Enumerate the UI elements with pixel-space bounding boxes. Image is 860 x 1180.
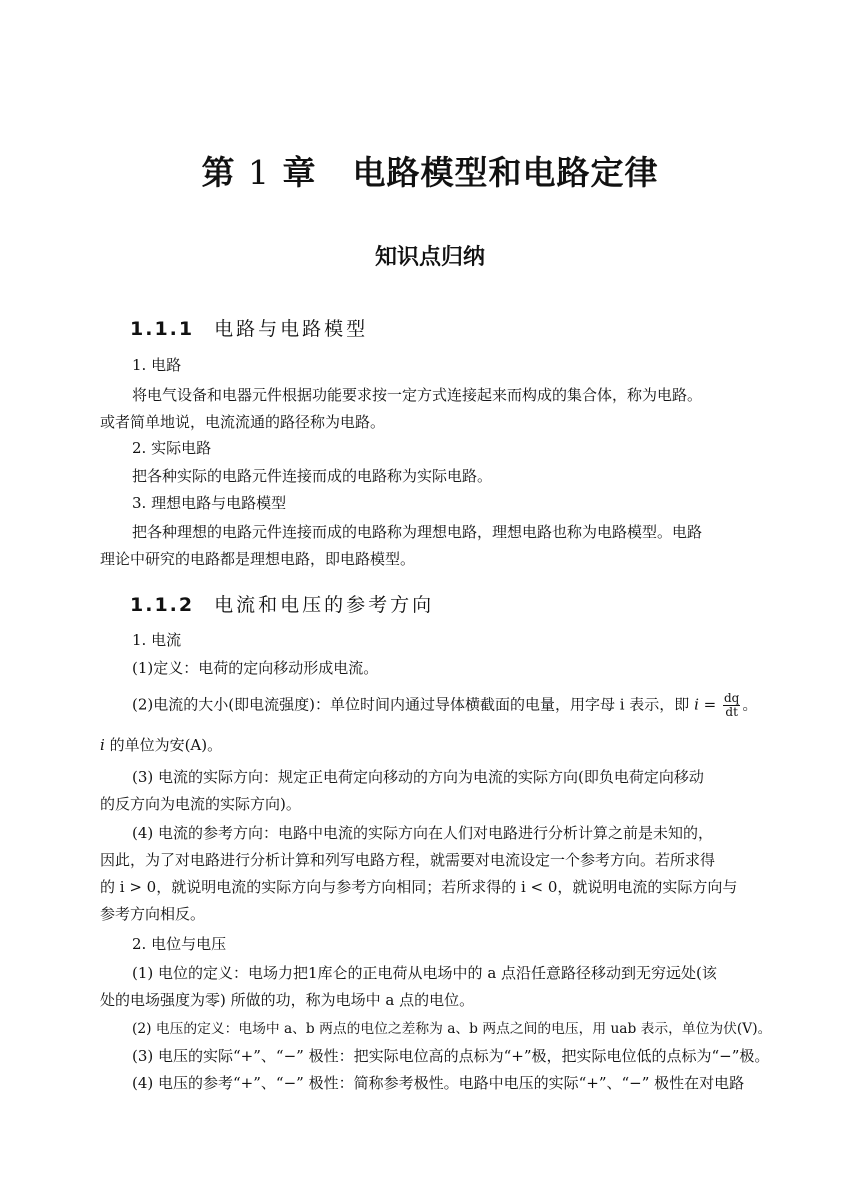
chapter-suffix: 章 [282,153,317,192]
paragraph-line: 把各种实际的电路元件连接而成的电路称为实际电路。 [132,467,493,485]
paragraph-line: 因此，为了对电路进行分析计算和列写电路方程，就需要对电流设定一个参考方向。若所求得 [100,851,716,869]
paragraph-line: 将电气设备和电器元件根据功能要求按一定方式连接起来而构成的集合体，称为电路。 [132,386,703,404]
paragraph-line: 的 i > 0，就说明电流的实际方向与参考方向相同；若所求得的 i < 0，就说明电流的实际方向与 [100,878,738,896]
subsection-title: 电流和电压的参考方向 [214,594,435,616]
paragraph-line: 理论中研究的电路都是理想电路，即电路模型。 [100,550,416,568]
subsection-number: 1.1.2 [130,594,195,616]
fraction-numerator: dq [724,691,740,705]
paragraph-line [100,735,780,755]
formula-variable: i [694,695,699,714]
paragraph-line: (4) 电流的参考方向：电路中电流的实际方向在人们对电路进行分析计算之前是未知的， [132,824,714,842]
paragraph-line: (2) 电压的定义：电场中 a、b 两点的电位之差称为 a、b 两点之间的电压，用 uab 表示，单位为伏(V)。 [132,1021,772,1037]
chapter-name: 电路模型和电路定律 [352,153,659,192]
section-title: 知识点归纳 [374,245,485,270]
fraction [723,692,740,719]
chapter-prefix: 第 [201,153,236,192]
heading-circuit: 1. 电路 [132,356,182,374]
paragraph-line: (3) 电流的实际方向：规定正电荷定向移动的方向为电流的实际方向(即负电荷定向移动 [132,768,704,786]
subsection-1-1-2 [130,590,434,617]
heading-potential-voltage: 2. 电位与电压 [132,935,227,953]
chapter-title [0,147,860,194]
paragraph-line: 参考方向相反。 [100,905,206,923]
heading-current: 1. 电流 [132,631,182,649]
subsection-1-1-1 [130,314,368,341]
paragraph-line: (3) 电压的实际“+”、“−” 极性：把实际电位高的点标为“+”极，把实际电位低的点标为“−”极。 [132,1047,770,1065]
subsection-number: 1.1.1 [130,318,195,340]
current-variable: i [100,736,105,754]
paragraph-line: 处的电场强度为零) 所做的功，称为电场中 a 点的电位。 [100,991,475,1009]
paragraph-line: (4) 电压的参考“+”、“−” 极性：简称参考极性。电路中电压的实际“+”、“−” 极性在对电路 [132,1074,745,1092]
paragraph-line: (1) 电位的定义：电场力把1库仑的正电荷从电场中的 a 点沿任意路径移动到无穷远处(该 [132,964,717,982]
chapter-number: 1 [248,153,270,192]
paragraph-line-formula [132,692,812,719]
subsection-title: 电路与电路模型 [214,318,369,340]
fraction-denominator: dt [725,705,738,719]
paragraph-line: (1)定义：电荷的定向移动形成电流。 [132,659,379,677]
paragraph-line: 或者简单地说，电流流通的路径称为电路。 [100,413,386,431]
formula-equals: = [698,695,721,714]
formula-text: (2)电流的大小(即电流强度)：单位时间内通过导体横截面的电量，用字母 i 表示，即 [132,695,690,714]
paragraph-line: 把各种理想的电路元件连接而成的电路称为理想电路，理想电路也称为电路模型。电路 [132,523,703,541]
heading-ideal-circuit: 3. 理想电路与电路模型 [132,494,287,512]
heading-actual-circuit: 2. 实际电路 [132,439,212,457]
paragraph-line: 的反方向为电流的实际方向)。 [100,795,301,813]
unit-text: 的单位为安(A)。 [104,736,223,754]
formula-end: 。 [742,695,758,714]
